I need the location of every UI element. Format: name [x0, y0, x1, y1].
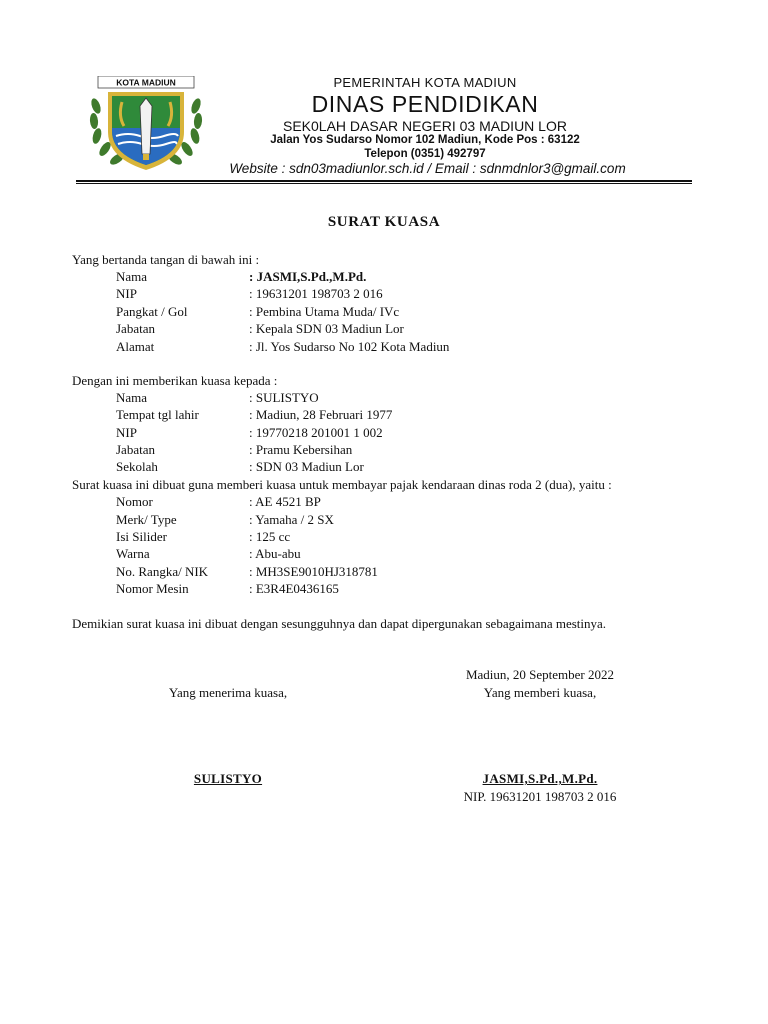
- giver-label: Yang memberi kuasa,: [483, 685, 597, 700]
- closing-paragraph: Demikian surat kuasa ini dibuat dengan sesungguhnya dan dapat dipergunakan sebagaimana mestinya.: [72, 616, 607, 631]
- field-label: Merk/ Type: [116, 512, 177, 527]
- field-value: : 19631201 198703 2 016: [249, 286, 383, 301]
- field-value: : Yamaha / 2 SX: [249, 512, 334, 527]
- field-label: Pangkat / Gol: [116, 304, 188, 319]
- place-date: Madiun, 20 September 2022: [465, 667, 615, 682]
- letterhead-divider: [76, 180, 692, 182]
- field-value: : JASMI,S.Pd.,M.Pd.: [249, 269, 367, 284]
- field-label: Warna: [116, 546, 150, 561]
- field-value: : MH3SE9010HJ318781: [249, 564, 378, 579]
- field-label: Sekolah: [116, 459, 158, 474]
- field-value: : Abu-abu: [249, 546, 301, 561]
- letterhead-divider-thin: [76, 183, 692, 184]
- agency-name: DINAS PENDIDIKAN: [311, 91, 539, 117]
- receiver-label: Yang menerima kuasa,: [168, 685, 288, 700]
- school-name: SEK0LAH DASAR NEGERI 03 MADIUN LOR: [283, 118, 567, 134]
- giver-name: JASMI,S.Pd.,M.Pd.: [482, 771, 598, 786]
- field-label: Nomor Mesin: [116, 581, 189, 596]
- school-address: Jalan Yos Sudarso Nomor 102 Madiun, Kode Pos : 63122: [270, 134, 580, 146]
- field-value: : Jl. Yos Sudarso No 102 Kota Madiun: [249, 339, 450, 354]
- field-value: : Madiun, 28 Februari 1977: [249, 407, 393, 422]
- intro-paragraph: Yang bertanda tangan di bawah ini :: [72, 252, 260, 267]
- field-label: Nama: [116, 390, 148, 405]
- field-label: Nomor: [116, 494, 153, 509]
- field-label: No. Rangka/ NIK: [116, 564, 209, 579]
- field-value: : SULISTYO: [249, 390, 319, 405]
- government-name: PEMERINTAH KOTA MADIUN: [333, 75, 517, 90]
- receiver-name: SULISTYO: [193, 771, 263, 786]
- field-value: : 125 cc: [249, 529, 291, 544]
- field-value: : 19770218 201001 1 002: [249, 425, 383, 440]
- field-label: Alamat: [116, 339, 155, 354]
- field-label: Tempat tgl lahir: [116, 407, 199, 422]
- kota-madiun-logo: [88, 76, 204, 172]
- school-phone: Telepon (0351) 492797: [364, 148, 486, 160]
- purpose-paragraph: Surat kuasa ini dibuat guna memberi kuasa untuk membayar pajak kendaraan dinas roda 2 (dua), yaitu :: [72, 477, 612, 492]
- field-value: : AE 4521 BP: [249, 494, 321, 509]
- document-title: [0, 214, 768, 231]
- field-value: : Kepala SDN 03 Madiun Lor: [249, 321, 404, 336]
- field-label: Jabatan: [116, 442, 155, 457]
- school-website-email: Website : sdn03madiunlor.sch.id / Email : sdnmdnlor3@gmail.com: [229, 161, 626, 176]
- document-title-text: SURAT KUASA: [327, 214, 441, 230]
- field-value: : Pembina Utama Muda/ IVc: [249, 304, 400, 319]
- field-label: Nama: [116, 269, 148, 284]
- field-label: Isi Silider: [116, 529, 167, 544]
- field-value: : SDN 03 Madiun Lor: [249, 459, 364, 474]
- field-value: : Pramu Kebersihan: [249, 442, 353, 457]
- grant-intro-paragraph: Dengan ini memberikan kuasa kepada :: [72, 373, 278, 388]
- field-label: NIP: [116, 425, 137, 440]
- field-value: : E3R4E0436165: [249, 581, 339, 596]
- field-label: Jabatan: [116, 321, 155, 336]
- giver-nip: NIP. 19631201 198703 2 016: [463, 789, 617, 804]
- field-label: NIP: [116, 286, 137, 301]
- logo-text: KOTA MADIUN: [116, 77, 176, 88]
